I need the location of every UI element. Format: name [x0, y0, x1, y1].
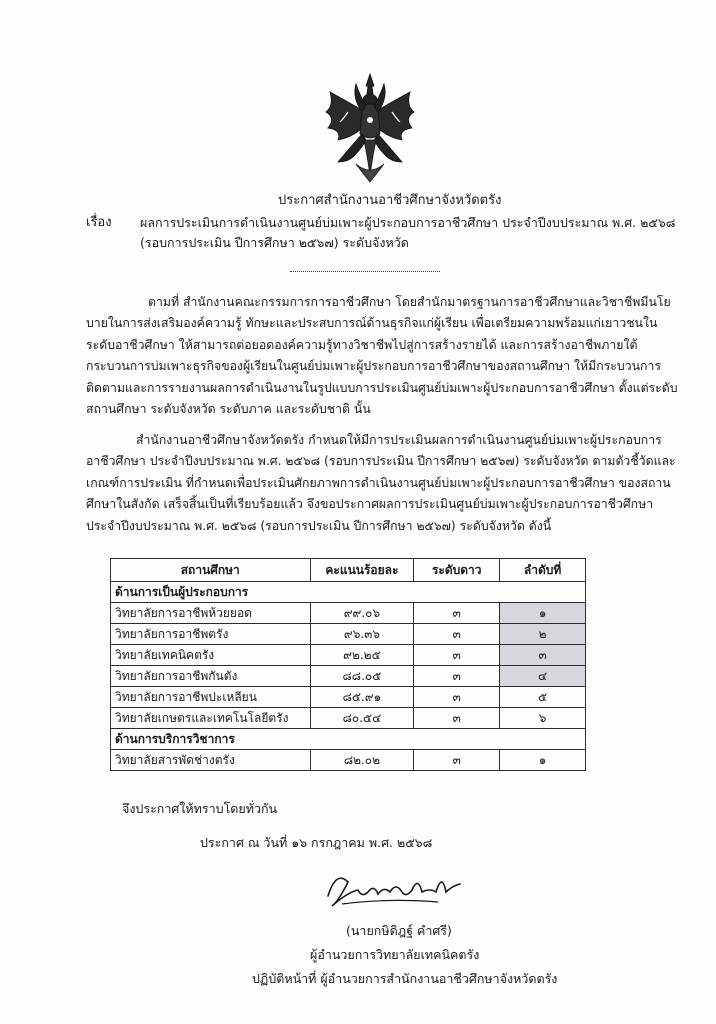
school-cell: วิทยาลัยการอาชีพปะเหลียน: [111, 687, 311, 708]
table-header-row: [111, 559, 586, 582]
table-row: [111, 708, 586, 729]
rank-cell: ๔: [500, 666, 586, 687]
school-cell: วิทยาลัยการอาชีพกันตัง: [111, 666, 311, 687]
table-row: [111, 603, 586, 624]
rank-cell: ๓: [500, 645, 586, 666]
subject-line-1: ผลการประเมินการดำเนินงานศูนย์บ่มเพาะผู้ประกอบการอาชีวศึกษา ประจำปีงบประมาณ พ.ศ. ๒๕๖๘: [140, 215, 676, 230]
school-cell: วิทยาลัยเทคนิคตรัง: [111, 645, 311, 666]
stars-cell: ๓: [414, 624, 500, 645]
stars-cell: ๓: [414, 708, 500, 729]
table-row: [111, 687, 586, 708]
body-paragraph-2: [86, 430, 684, 537]
score-cell: ๘๘.๐๕: [310, 666, 414, 687]
results-table: [110, 558, 586, 771]
section-row-entrepreneur: [111, 582, 586, 603]
school-cell: วิทยาลัยการอาชีพห้วยยอด: [111, 603, 311, 624]
table-row: [111, 666, 586, 687]
rank-cell: ๖: [500, 708, 586, 729]
rank-cell: ๒: [500, 624, 586, 645]
section-title: ด้านการบริการวิชาการ: [111, 729, 586, 750]
rank-cell: ๕: [500, 687, 586, 708]
score-cell: ๙๒.๒๕: [310, 645, 414, 666]
garuda-emblem-icon: [318, 72, 422, 184]
score-cell: ๙๙.๐๖: [310, 603, 414, 624]
column-header-score: คะแนนร้อยละ: [310, 559, 414, 582]
school-cell: วิทยาลัยสารพัดช่างตรัง: [111, 750, 311, 771]
stars-cell: ๓: [414, 750, 500, 771]
school-cell: วิทยาลัยการอาชีพตรัง: [111, 624, 311, 645]
body-paragraph-2-text: สำนักงานอาชีวศึกษาจังหวัดตรัง กำหนดให้มีการประเมินผลการดำเนินงานศูนย์บ่มเพาะผู้ประกอบการอาชีวศึกษา ประจำปีงบประมาณ พ.ศ. ๒๕๖๘ (รอบการประเมิน ปีการศึกษา ๒๕๖๗) ระดับจังหวัด ตามตัวชี้วัดและเกณฑ์การประเมิน ที่กำหนดเพื่อประเมินศักยภาพการดำเนินงานศูนย์บ่มเพาะผู้ประกอบการอาชีวศึกษา ของสถานศึกษาในสังกัด เสร็จสิ้นเป็นที่เรียบร้อยแล้ว จึงขอประกาศผลการประเมินศูนย์บ่มเพาะผู้ประกอบการอาชีวศึกษา ประจำปีงบประมาณ พ.ศ. ๒๕๖๘ (รอบการประเมิน ปีการศึกษา ๒๕๖๗) ระดับจังหวัด ดังนี้: [86, 433, 676, 533]
column-header-school: สถานศึกษา: [111, 559, 311, 582]
score-cell: ๘๕.๙๑: [310, 687, 414, 708]
signer-position-2: ปฏิบัติหน้าที่ ผู้อำนวยการสำนักงานอาชีวศึกษาจังหวัดตรัง: [252, 971, 558, 986]
signature-icon: [318, 862, 468, 912]
subject-label: เรื่อง: [86, 215, 112, 230]
section-title: ด้านการเป็นผู้ประกอบการ: [111, 582, 586, 603]
table-row: [111, 645, 586, 666]
closing-statement: จึงประกาศให้ทราบโดยทั่วกัน: [122, 801, 278, 816]
table-row: [111, 624, 586, 645]
stars-cell: ๓: [414, 603, 500, 624]
table-row: [111, 750, 586, 771]
body-paragraph-1: [86, 292, 684, 420]
score-cell: ๙๖.๓๖: [310, 624, 414, 645]
signer-position-1: ผู้อำนวยการวิทยาลัยเทคนิคตรัง: [310, 947, 480, 962]
column-header-rank: ลำดับที่: [500, 559, 586, 582]
signer-name: (นายกษิดิฎฐ์ คำศรี): [346, 923, 452, 938]
school-cell: วิทยาลัยเกษตรและเทคโนโลยีตรัง: [111, 708, 311, 729]
stars-cell: ๓: [414, 645, 500, 666]
given-date: ประกาศ ณ วันที่ ๑๖ กรกฎาคม พ.ศ. ๒๕๖๘: [200, 835, 433, 850]
stars-cell: ๓: [414, 687, 500, 708]
column-header-stars: ระดับดาว: [414, 559, 500, 582]
score-cell: ๘๐.๕๔: [310, 708, 414, 729]
stars-cell: ๓: [414, 666, 500, 687]
rank-cell: ๑: [500, 750, 586, 771]
rank-cell: ๑: [500, 603, 586, 624]
section-row-academic-service: [111, 729, 586, 750]
subject-line-2: (รอบการประเมิน ปีการศึกษา ๒๕๖๗) ระดับจังหวัด: [140, 235, 409, 250]
announcement-title: ประกาศสำนักงานอาชีวศึกษาจังหวัดตรัง: [278, 193, 502, 208]
body-paragraph-1-text: ตามที่ สำนักงานคณะกรรมการการอาชีวศึกษา โดยสำนักมาตรฐานการอาชีวศึกษาและวิชาชีพมีนโยบายในการส่งเสริมองค์ความรู้ ทักษะและประสบการณ์ด้านธุรกิจแก่ผู้เรียน เพื่อเตรียมความพร้อมแก่เยาวชนในระดับอาชีวศึกษา ให้สามารถต่อยอดองค์ความรู้ทางวิชาชีพไปสู่การสร้างรายได้ และการสร้างอาชีพภายใต้กระบวนการบ่มเพาะธุรกิจของผู้เรียนในศูนย์บ่มเพาะผู้ประกอบการอาชีวศึกษาของสถานศึกษา ให้มีกระบวนการติดตามและการรายงานผลการดำเนินงานในรูปแบบการประเมินศูนย์บ่มเพาะผู้ประกอบการอาชีวศึกษา ตั้งแต่ระดับสถานศึกษา ระดับจังหวัด ระดับภาค และระดับชาติ นั้น: [86, 295, 678, 417]
score-cell: ๘๒.๐๒: [310, 750, 414, 771]
separator-line: [290, 271, 440, 272]
